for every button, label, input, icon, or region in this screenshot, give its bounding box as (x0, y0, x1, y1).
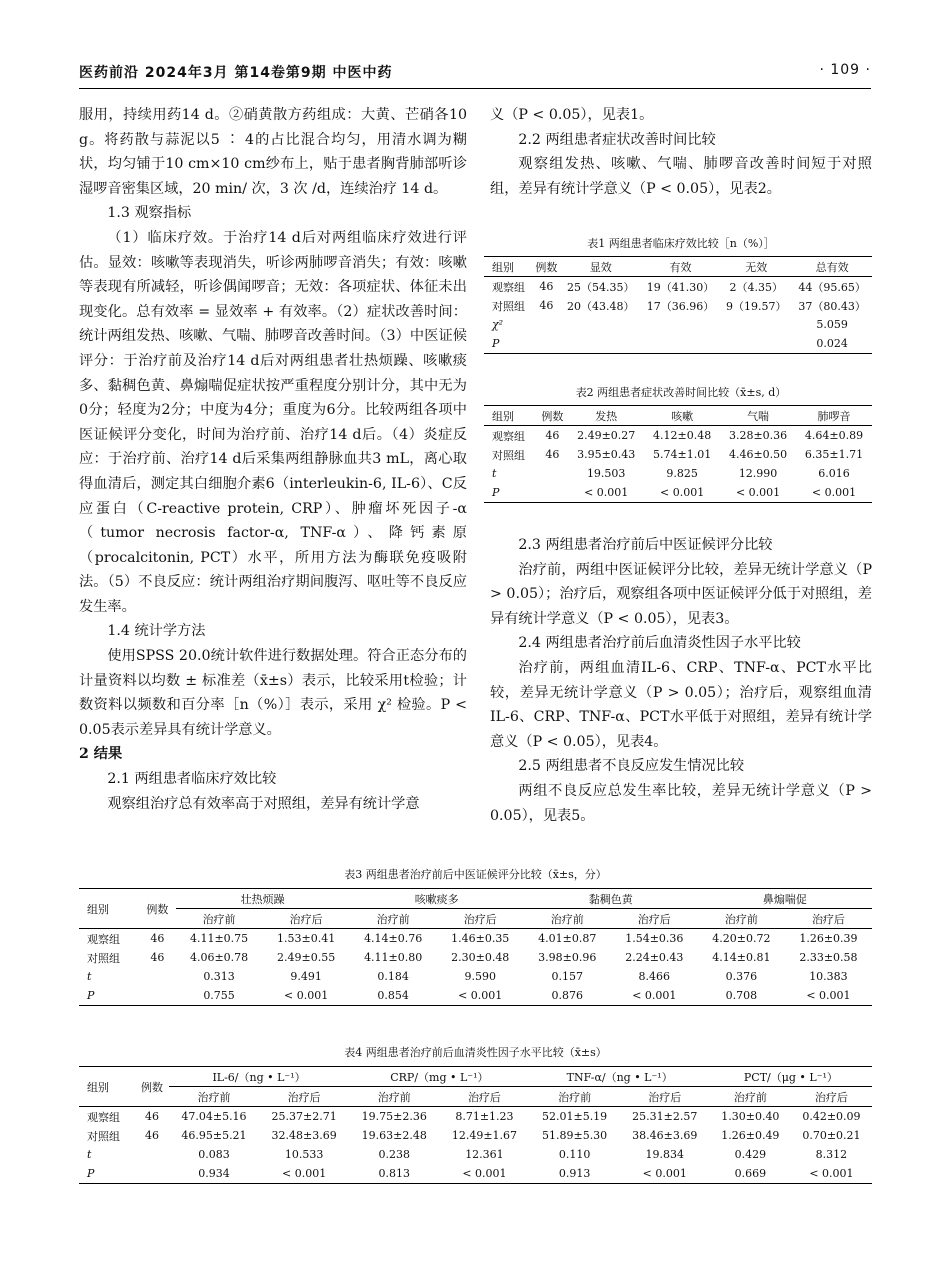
table2 (484, 405, 872, 503)
cell: 9.825 (666, 467, 698, 480)
table-header-row (484, 406, 872, 426)
table-subheader-row (79, 909, 872, 929)
cell: 32.48±3.69 (271, 1129, 337, 1142)
cell: 2.30±0.48 (451, 951, 510, 964)
cell: 3.28±0.36 (728, 429, 788, 442)
table-row (484, 483, 872, 503)
table-subheader-row (79, 1087, 872, 1107)
header-cell: 治疗前 (169, 1087, 259, 1107)
cell: 1.26±0.39 (799, 932, 858, 945)
table-header-row (79, 1067, 872, 1087)
cell: 8.71±1.23 (455, 1110, 514, 1123)
cell (139, 986, 175, 1006)
table1-caption: 表1 两组患者临床疗效比较［n（%）］ (587, 237, 775, 250)
cell: 观察组 (87, 1110, 120, 1124)
cell: 0.854 (350, 986, 437, 1006)
section-heading: 1.3 观察指标 (107, 205, 192, 222)
header-cell: 咳嗽痰多 (350, 889, 524, 909)
cell: 0.157 (551, 970, 583, 983)
table-row (484, 426, 872, 446)
header-cell: IL-6/（ng • L⁻¹） (169, 1067, 349, 1087)
cell: 8.312 (815, 1148, 848, 1161)
header-cell: 治疗后 (437, 909, 524, 929)
cell: 观察组 (492, 429, 525, 443)
cell: < 0.001 (568, 483, 644, 503)
header-cell: 组别 (79, 889, 139, 929)
cell: 4.01±0.87 (538, 932, 597, 945)
cell: 1.26±0.49 (721, 1129, 780, 1142)
header-cell: 有效 (641, 257, 721, 277)
cell: 1.30±0.40 (721, 1110, 780, 1123)
header-cell: 例数 (536, 406, 568, 426)
cell: 0.755 (176, 986, 263, 1006)
section-heading: 2 结果 (79, 746, 123, 763)
header-cell: 组别 (79, 1067, 135, 1107)
cell: < 0.001 (259, 1164, 349, 1184)
cell: 观察组 (87, 932, 120, 946)
paragraph: 使用SPSS 20.0统计软件进行数据处理。符合正态分布的计量资料以均数 ± 标准差（x̄±s）表示，比较采用t检验；计数资料以频数和百分率［n（%）］表示，采用 χ² 检验。P < 0.05表示差异具有统计学意义。 (79, 648, 467, 738)
cell: 2.49±0.27 (577, 429, 636, 442)
section-heading: 2.5 两组患者不良反应发生情况比较 (518, 758, 745, 775)
cell: P (484, 334, 532, 354)
cell: 4.12±0.48 (653, 429, 712, 442)
cell (561, 334, 641, 354)
cell: 2.49±0.55 (277, 951, 336, 964)
cell: 对照组 (87, 951, 120, 965)
cell: 6.016 (818, 467, 850, 480)
cell (641, 315, 721, 334)
cell: χ² (492, 318, 504, 331)
cell: < 0.001 (263, 986, 350, 1006)
table-row (79, 1107, 872, 1127)
table-row (484, 277, 872, 297)
cell: 2.24±0.43 (625, 951, 684, 964)
header-cell: 治疗前 (530, 1087, 620, 1107)
header-cell: 治疗前 (524, 909, 611, 929)
cell: 19.834 (645, 1148, 684, 1161)
table-row (79, 1164, 872, 1184)
header-cell: 显效 (561, 257, 641, 277)
cell: 4.11±0.75 (189, 932, 249, 945)
header-cell: 无效 (720, 257, 792, 277)
paragraph: 治疗前，两组中医证候评分比较，差异无统计学意义（P > 0.05）；治疗后，观察组各项中医证候评分低于对照组，差异有统计学意义（P < 0.05），见表3。 (490, 561, 872, 627)
cell: 2（4.35） (729, 280, 784, 294)
section-heading: 2.2 两组患者症状改善时间比较 (518, 131, 716, 148)
cell: < 0.001 (796, 483, 872, 503)
cell: 25.31±2.57 (632, 1110, 698, 1123)
right-column-bottom (490, 533, 872, 828)
table4-caption: 表4 两组患者治疗前后血清炎性因子水平比较（x̄±s） (344, 1046, 607, 1059)
cell: 8.466 (638, 970, 671, 983)
cell (720, 334, 792, 354)
cell: t (87, 970, 92, 983)
cell: 4.64±0.89 (804, 429, 864, 442)
table-row (79, 1145, 872, 1164)
cell (135, 1164, 169, 1184)
cell: 3.95±0.43 (577, 448, 636, 461)
cell: 44（95.65） (798, 280, 866, 294)
header-cell: 壮热烦躁 (176, 889, 350, 909)
cell: 观察组 (492, 280, 525, 294)
table1 (484, 256, 872, 354)
cell: 0.70±0.21 (802, 1129, 861, 1142)
cell: 46 (150, 932, 165, 945)
cell: 38.46±3.69 (632, 1129, 698, 1142)
header-cell: 治疗后 (259, 1087, 349, 1107)
header-cell: 治疗后 (785, 909, 872, 929)
cell: 25（54.35） (567, 280, 635, 294)
cell: 5.74±1.01 (653, 448, 712, 461)
table-row (484, 315, 872, 334)
header-cell: CRP/（mg • L⁻¹） (349, 1067, 529, 1087)
cell: 25.37±2.71 (271, 1110, 337, 1123)
cell: 0.708 (698, 986, 785, 1006)
cell: < 0.001 (644, 483, 720, 503)
left-column (79, 103, 467, 816)
paragraph: （1）临床疗效。于治疗14 d后对两组临床疗效进行评估。显效：咳嗽等表现消失，听诊两肺啰音消失；有效：咳嗽等表现有所减轻，听诊偶闻啰音；无效：各项症状、体征未出现变化。总有效率 = 显效率 + 有效率。（2）症状改善时间：统计两组发热、咳嗽、气喘、肺啰音改善时间。（3）中医证候评分：于治疗前及治疗14 d后对两组患者壮热烦躁、咳嗽痰多、黏稠色黄、鼻煽喘促症状按严重程度分别计分，其中无为0分；轻度为2分；中度为4分；重度为6分。比较两组各项中医证候评分变化，时间为治疗前、治疗14 d后。（4）炎症反应：于治疗前、治疗14 d后采集两组静脉血共3 mL，离心取得血清后，测定其白细胞介素6（interleukin-6, IL-6）、C反应蛋白（C-reactive protein, CRP）、肿瘤坏死因子-α（tumor necrosis factor-α, TNF-α）、降钙素原（procalcitonin, PCT）水平，所用方法为酶联免疫吸附法。（5）不良反应：统计两组治疗期间腹泻、呕吐等不良反应发生率。 (79, 229, 467, 615)
cell: 46 (545, 429, 560, 442)
cell: 0.669 (710, 1164, 791, 1184)
cell: 12.361 (465, 1148, 504, 1161)
paragraph: 观察组治疗总有效率高于对照组，差异有统计学意 (107, 795, 420, 812)
cell: 0.813 (349, 1164, 439, 1184)
table-row (484, 445, 872, 464)
cell (720, 315, 792, 334)
header-cell: 鼻煽喘促 (698, 889, 872, 909)
page-number: · 109 · (819, 62, 871, 78)
cell: 0.184 (377, 970, 409, 983)
table-row (79, 986, 872, 1006)
header-cell: 治疗前 (349, 1087, 439, 1107)
cell: < 0.001 (620, 1164, 710, 1184)
cell: 4.46±0.50 (728, 448, 788, 461)
header-cell: 肺啰音 (796, 406, 872, 426)
cell: 4.06±0.78 (189, 951, 249, 964)
cell: 1.53±0.41 (277, 932, 336, 945)
cell (139, 967, 175, 986)
header-cell: 例数 (139, 889, 175, 929)
header-cell: 治疗后 (620, 1087, 710, 1107)
cell: 47.04±5.16 (181, 1110, 247, 1123)
table-row (484, 334, 872, 354)
cell: 46 (545, 448, 560, 461)
cell: 46 (150, 951, 165, 964)
cell: 20（43.48） (567, 299, 635, 313)
table4 (79, 1066, 872, 1184)
cell: 12.49±1.67 (451, 1129, 518, 1142)
header-cell: 黏稠色黄 (524, 889, 698, 909)
header-cell: 例数 (135, 1067, 169, 1107)
header-cell: 治疗后 (791, 1087, 872, 1107)
cell: 4.11±0.80 (364, 951, 423, 964)
header-cell: PCT/（μg • L⁻¹） (710, 1067, 872, 1087)
section-heading: 1.4 统计学方法 (107, 623, 206, 640)
table-row (484, 464, 872, 483)
cell: 0.42±0.09 (802, 1110, 861, 1123)
paragraph: 义（P < 0.05），见表1。 (490, 107, 654, 123)
header-cell: 治疗后 (439, 1087, 529, 1107)
cell (536, 464, 568, 483)
cell: < 0.001 (611, 986, 698, 1006)
right-column-top (490, 103, 872, 201)
cell: 1.46±0.35 (451, 932, 510, 945)
cell: P (79, 986, 139, 1006)
cell: 17（36.96） (646, 299, 715, 313)
cell: 6.35±1.71 (804, 448, 864, 461)
table-header-row (79, 889, 872, 909)
cell: 10.383 (809, 970, 848, 983)
cell: 4.20±0.72 (712, 932, 771, 945)
section-heading: 2.4 两组患者治疗前后血清炎性因子水平比较 (518, 635, 801, 652)
running-header (79, 62, 871, 86)
section-heading: 2.1 两组患者临床疗效比较 (107, 771, 277, 788)
cell (641, 334, 721, 354)
table2-caption: 表2 两组患者症状改善时间比较（x̄±s, d） (575, 386, 787, 399)
cell: 对照组 (492, 448, 525, 462)
cell: 46 (539, 299, 554, 312)
cell: 0.024 (792, 334, 872, 354)
header-cell: 咳嗽 (644, 406, 720, 426)
table-row (79, 967, 872, 986)
cell: 46 (539, 280, 554, 293)
cell: 0.376 (725, 970, 758, 983)
cell: 0.913 (530, 1164, 620, 1184)
header-cell: 治疗前 (176, 909, 263, 929)
header-rule (79, 88, 871, 89)
cell: 9.491 (290, 970, 322, 983)
table-header-row (484, 257, 872, 277)
cell: < 0.001 (437, 986, 524, 1006)
cell: 37（80.43） (798, 299, 866, 313)
cell: 0.429 (734, 1148, 767, 1161)
cell: 9.590 (464, 970, 496, 983)
cell (532, 315, 561, 334)
table-row (79, 948, 872, 967)
cell: 0.110 (558, 1148, 591, 1161)
cell (135, 1145, 169, 1164)
section-heading: 2.3 两组患者治疗前后中医证候评分比较 (518, 537, 773, 553)
cell (532, 334, 561, 354)
cell: 10.533 (284, 1148, 324, 1161)
cell: P (79, 1164, 135, 1184)
cell: < 0.001 (439, 1164, 529, 1184)
journal-info: 医药前沿 2024年3月 第14卷第9期 中医中药 (79, 65, 393, 81)
table3 (79, 888, 872, 1006)
cell: 9（19.57） (726, 299, 787, 313)
header-cell: 总有效 (792, 257, 872, 277)
header-cell: 治疗前 (350, 909, 437, 929)
cell: 46 (144, 1110, 159, 1123)
cell: 19.63±2.48 (361, 1129, 427, 1142)
table3-caption: 表3 两组患者治疗前后中医证候评分比较（x̄±s，分） (344, 868, 607, 881)
cell: < 0.001 (791, 1164, 872, 1184)
cell: t (492, 467, 497, 480)
cell: < 0.001 (785, 986, 872, 1006)
cell (561, 315, 641, 334)
header-cell: 组别 (484, 257, 532, 277)
paragraph: 服用，持续用药14 d。②硝黄散方药组成：大黄、芒硝各10 g。将药散与蒜泥以5 ∶ 4的占比混合均匀，用清水调为糊状，均匀铺于10 cm×10 cm纱布上，贴于患者胸背肺部听诊湿啰音密集区域，20 min/ 次，3 次 /d，连续治疗 14 d。 (79, 107, 467, 197)
cell: 2.33±0.58 (799, 951, 858, 964)
cell: < 0.001 (720, 483, 796, 503)
cell: P (484, 483, 536, 503)
header-cell: 气喘 (720, 406, 796, 426)
table-row (484, 296, 872, 315)
header-cell: TNF-α/（ng • L⁻¹） (530, 1067, 710, 1087)
paragraph: 两组不良反应总发生率比较，差异无统计学意义（P > 0.05），见表5。 (490, 782, 872, 824)
paragraph: 治疗前，两组血清IL-6、CRP、TNF-α、PCT水平比较，差异无统计学意义（P > 0.05）；治疗后，观察组血清IL-6、CRP、TNF-α、PCT水平低于对照组，差异有统计学意义（P < 0.05），见表4。 (490, 659, 872, 750)
header-cell: 组别 (484, 406, 536, 426)
cell: 4.14±0.76 (364, 932, 423, 945)
paragraph: 观察组发热、咳嗽、气喘、肺啰音改善时间短于对照组，差异有统计学意义（P < 0.05），见表2。 (490, 156, 872, 197)
header-cell: 治疗前 (710, 1087, 791, 1107)
header-cell: 治疗前 (698, 909, 785, 929)
cell: 0.083 (198, 1148, 230, 1161)
cell: 3.98±0.96 (538, 951, 597, 964)
header-cell: 发热 (568, 406, 644, 426)
cell: 19.503 (586, 467, 626, 480)
cell: 4.14±0.81 (712, 951, 771, 964)
cell: 46.95±5.21 (181, 1129, 247, 1142)
cell: 51.89±5.30 (541, 1129, 608, 1142)
cell: 对照组 (492, 299, 525, 313)
header-cell: 治疗后 (611, 909, 698, 929)
cell: t (87, 1148, 92, 1161)
cell: 对照组 (87, 1129, 120, 1143)
cell: 19（41.30） (646, 280, 715, 294)
cell: 19.75±2.36 (361, 1110, 427, 1123)
cell: 52.01±5.19 (541, 1110, 608, 1123)
cell: 1.54±0.36 (625, 932, 684, 945)
cell: 0.313 (203, 970, 235, 983)
cell (536, 483, 568, 503)
cell: 0.876 (524, 986, 611, 1006)
cell: 12.990 (738, 467, 778, 480)
header-cell: 例数 (532, 257, 561, 277)
table-row (79, 929, 872, 949)
cell: 5.059 (816, 318, 848, 331)
cell: 0.934 (169, 1164, 259, 1184)
cell: 46 (144, 1129, 159, 1142)
table-row (79, 1126, 872, 1145)
header-cell: 治疗后 (263, 909, 350, 929)
cell: 0.238 (378, 1148, 411, 1161)
